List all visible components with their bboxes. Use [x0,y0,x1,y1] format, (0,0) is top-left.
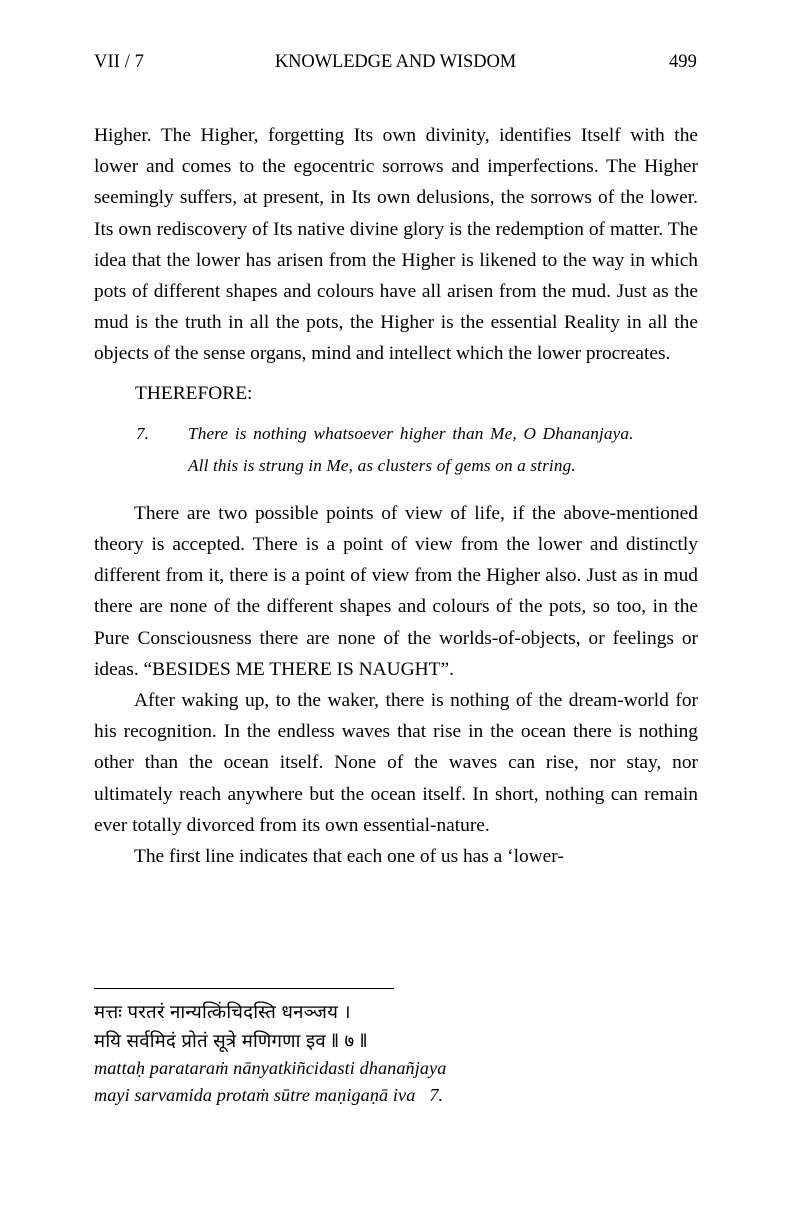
verse-line-second [136,450,698,482]
therefore-label: THEREFORE: [135,382,253,404]
paragraph-two-points-of-view: There are two possible points of view of life, if the above-mentioned theory is accepted. There is a point of view from the lower and distinctly different from it, there is a point of view from the Higher also. Just as in mud there are none of the different shapes and colours of the pots, so too, in the Pure Consciousness there are none of the worlds-of-objects, or feelings or ideas. “BESIDES ME THERE IS NAUGHT”. [94,502,698,680]
transliteration-line-2: mayi sarvamida protaṁ sūtre maṇigaṇā iva 7. [94,1084,444,1105]
paragraph-first-line-indicates: The first line indicates that each one of us has a ‘lower- [134,846,564,868]
verse-text-line-1: There is nothing whatsoever higher than Me, O Dhananjaya. [188,423,634,443]
header-running-title: KNOWLEDGE AND WISDOM [274,52,517,72]
footnote-separator-rule [94,988,394,989]
footnote-block [94,988,698,1108]
transliteration-line-1: mattaḥ parataraṁ nānyatkiñcidasti dhanañjaya [94,1058,447,1078]
paragraph-after-waking: After waking up, to the waker, there is nothing of the dream-world for his recognition. In the endless waves that rise in the ocean there is nothing other than the ocean itself. None of the waves can rise, nor stay, nor ultimately reach anywhere but the ocean itself. In short, nothing can remain ever totally divorced from its own essential-nature. [94,690,698,836]
header-page-number: 499 [668,52,697,72]
devanagari-verse-line-2: मयि सर्वमिदं प्रोतं सूत्रे मणिगणा इव ‖ ७ ‖ [94,1029,368,1051]
paragraph-continuation: Higher. The Higher, forgetting Its own divinity, identifies Itself with the lower and comes to the egocentric sorrows and imperfections. The Higher seemingly suffers, at present, in Its own delusions, the sorrows of the lower. Its own rediscovery of Its native divine glory is the redemption of matter. The idea that the lower has arisen from the Higher is likened to the way in which pots of different shapes and colours have all arisen from the mud. Just as the mud is the truth in all the pots, the Higher is the essential Reality in all the objects of the sense organs, mind and intellect which the lower procreates. [94,125,698,365]
body-text-column [94,120,698,872]
scripture-verse [94,409,698,488]
verse-line-first [136,418,698,450]
verse-spacer [94,488,698,498]
running-header [94,52,697,78]
header-chapter-reference: VII / 7 [94,52,145,72]
devanagari-verse-line-1: मत्तः परतरं नान्यत्किंचिदस्ति धनञ्जय । [94,1001,351,1022]
verse-text-line-2: All this is strung in Me, as clusters of gems on a string. [188,455,576,475]
verse-number: 7. [136,423,149,443]
